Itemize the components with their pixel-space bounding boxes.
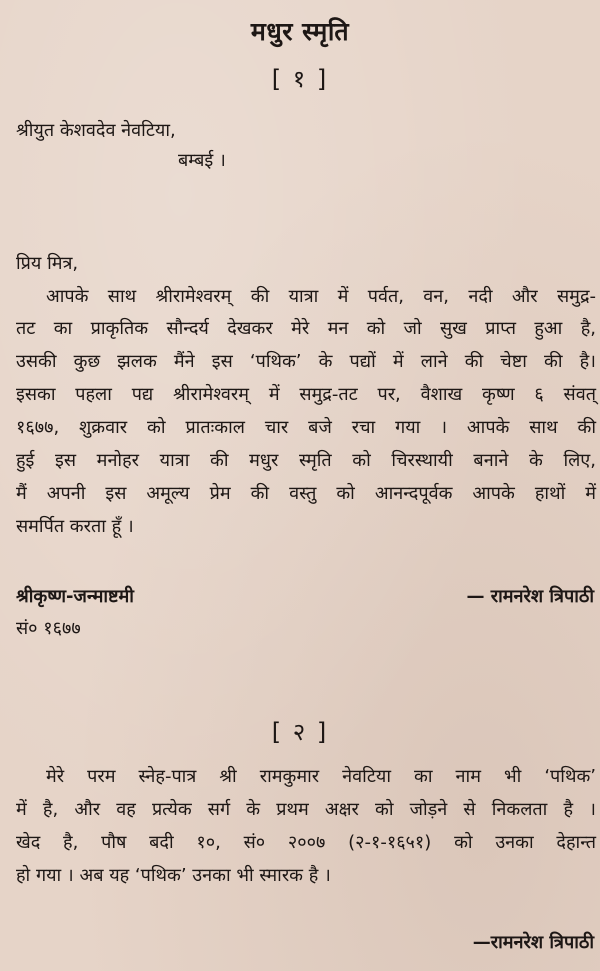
paragraph-1-line: मैं अपनी इस अमूल्य प्रेम की वस्तु को आनन्दपूर्वक आपके हाथों में — [16, 483, 596, 504]
paragraph-1-line: १६७७, शुक्रवार को प्रातःकाल चार बजे रचा गया । आपके साथ की — [16, 417, 596, 438]
section-2-number: [ २ ] — [271, 718, 329, 746]
page-title: मधुर स्मृति — [250, 17, 350, 46]
signature-2: —रामनरेश त्रिपाठी — [472, 932, 594, 953]
salutation: प्रिय मित्र, — [16, 253, 79, 274]
signature-1: — रामनरेश त्रिपाठी — [466, 586, 594, 607]
paragraph-1-line: आपके साथ श्रीरामेश्वरम् की यात्रा में पर्वत, वन, नदी और समुद्र- — [46, 286, 596, 307]
paragraph-1-line: इसका पहला पद्य श्रीरामेश्वरम् में समुद्र-तट पर, वैशाख कृष्ण ६ संवत् — [16, 384, 596, 405]
addressee-name: श्रीयुत केशवदेव नेवटिया, — [16, 120, 176, 141]
paragraph-1-line: उसकी कुछ झलक मैंने इस ‘पथिक’ के पद्यों में लाने की चेष्टा की है। — [16, 351, 596, 372]
year: सं० १६७७ — [16, 618, 81, 639]
paragraph-2-line: हो गया । अब यह ‘पथिक’ उनका भी स्मारक है । — [16, 865, 331, 886]
paragraph-1-line: समर्पित करता हूँ । — [16, 516, 134, 537]
paragraph-1-line: हुई इस मनोहर यात्रा की मधुर स्मृति को चिरस्थायी बनाने के लिए, — [16, 450, 596, 471]
paragraph-2-line: खेद है, पौष बदी १०, सं० २००७ (२-१-१६५१) को उनका देहान्त — [16, 832, 596, 853]
addressee-city: बम्बई । — [178, 150, 226, 171]
paragraph-2-line: मेरे परम स्नेह-पात्र श्री रामकुमार नेवटिया का नाम भी ‘पथिक’ — [46, 766, 596, 787]
section-1-number: [ १ ] — [271, 65, 329, 93]
paragraph-2-line: में है, और वह प्रत्येक सर्ग के प्रथम अक्षर को जोड़ने से निकलता है । — [16, 799, 596, 820]
paragraph-1-line: तट का प्राकृतिक सौन्दर्य देखकर मेरे मन को जो सुख प्राप्त हुआ है, — [16, 318, 596, 339]
occasion: श्रीकृष्ण-जन्माष्टमी — [16, 586, 134, 607]
